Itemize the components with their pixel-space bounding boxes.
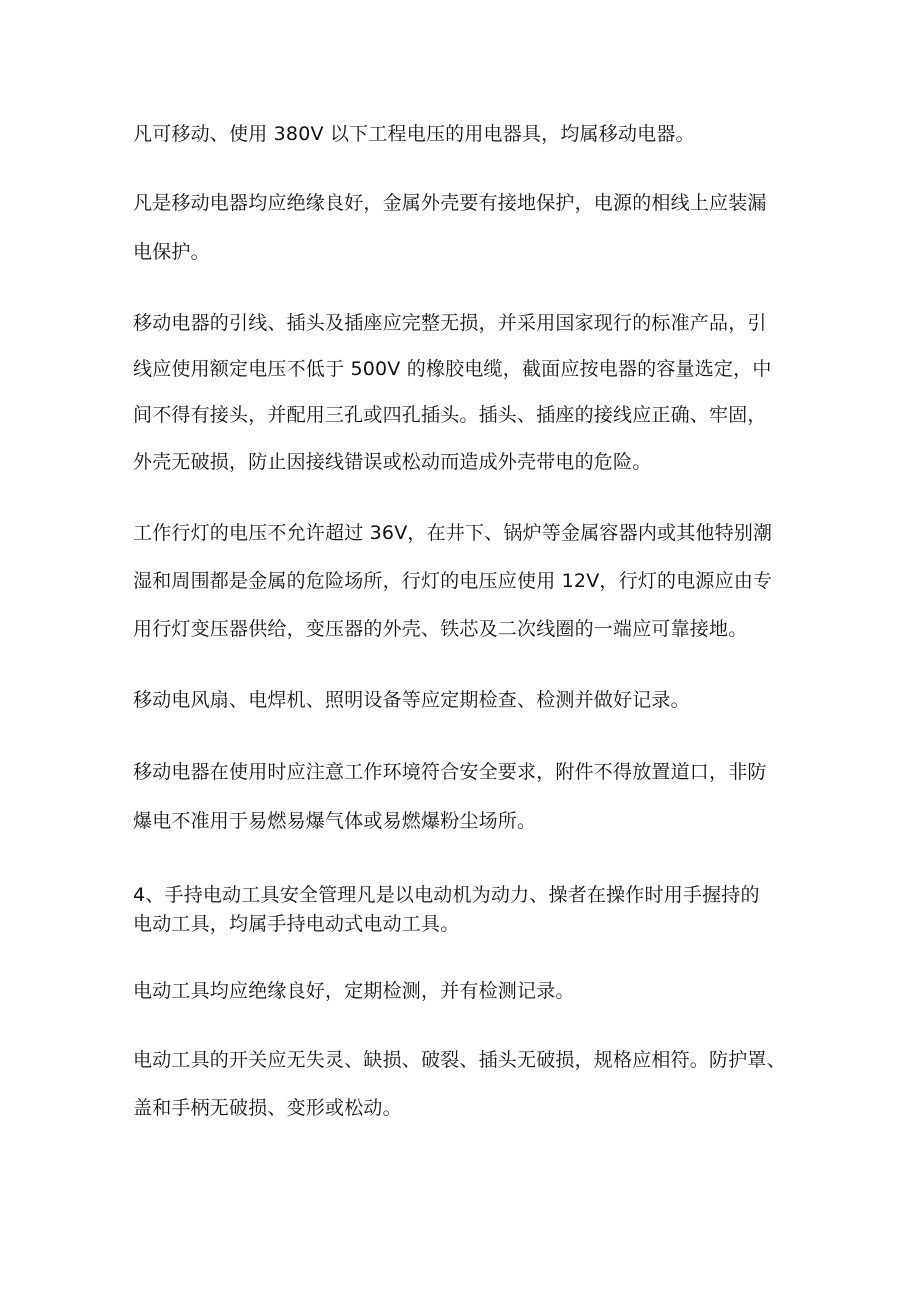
paragraph-3-line-4: 外壳无破损，防止因接线错误或松动而造成外壳带电的危险。 bbox=[133, 451, 652, 473]
paragraph-9-line-1: 电动工具的开关应无失灵、缺损、破裂、插头无破损，规格应相符。防护罩、 bbox=[133, 1049, 786, 1071]
paragraph-5-line-1: 移动电风扇、电焊机、照明设备等应定期检查、检测并做好记录。 bbox=[133, 689, 690, 711]
paragraph-8-line-1: 电动工具均应绝缘良好，定期检测，并有检测记录。 bbox=[133, 980, 575, 1002]
paragraph-9-line-2: 盖和手柄无破损、变形或松动。 bbox=[133, 1097, 402, 1119]
paragraph-7-line-2: 电动工具，均属手持电动式电动工具。 bbox=[133, 913, 460, 935]
paragraph-4-line-1: 工作行灯的电压不允许超过 36V，在井下、锅炉等金属容器内或其他特别潮 bbox=[133, 522, 773, 544]
paragraph-3-line-1: 移动电器的引线、插头及插座应完整无损，并采用国家现行的标准产品，引 bbox=[133, 312, 767, 334]
paragraph-6-line-2: 爆电不准用于易燃易爆气体或易燃爆粉尘场所。 bbox=[133, 810, 537, 832]
paragraph-2-line-1: 凡是移动电器均应绝缘良好，金属外壳要有接地保护，电源的相线上应装漏 bbox=[133, 192, 767, 214]
paragraph-1-line-1: 凡可移动、使用 380V 以下工程电压的用电器具，均属移动电器。 bbox=[133, 123, 695, 145]
paragraph-3-line-2: 线应使用额定电压不低于 500V 的橡胶电缆，截面应按电器的容量选定，中 bbox=[133, 358, 772, 380]
paragraph-3-line-3: 间不得有接头，并配用三孔或四孔插头。插头、插座的接线应正确、牢固， bbox=[133, 404, 767, 426]
paragraph-6-line-1: 移动电器在使用时应注意工作环境符合安全要求，附件不得放置道口，非防 bbox=[133, 761, 767, 783]
paragraph-4-line-2: 湿和周围都是金属的危险场所，行灯的电压应使用 12V，行灯的电源应由专 bbox=[133, 570, 773, 592]
paragraph-2-line-2: 电保护。 bbox=[133, 241, 210, 263]
paragraph-7-line-1: 4、手持电动工具安全管理凡是以电动机为动力、操者在操作时用手握持的 bbox=[133, 884, 760, 906]
paragraph-4-line-3: 用行灯变压器供给，变压器的外壳、铁芯及二次线圈的一端应可靠接地。 bbox=[133, 618, 748, 640]
